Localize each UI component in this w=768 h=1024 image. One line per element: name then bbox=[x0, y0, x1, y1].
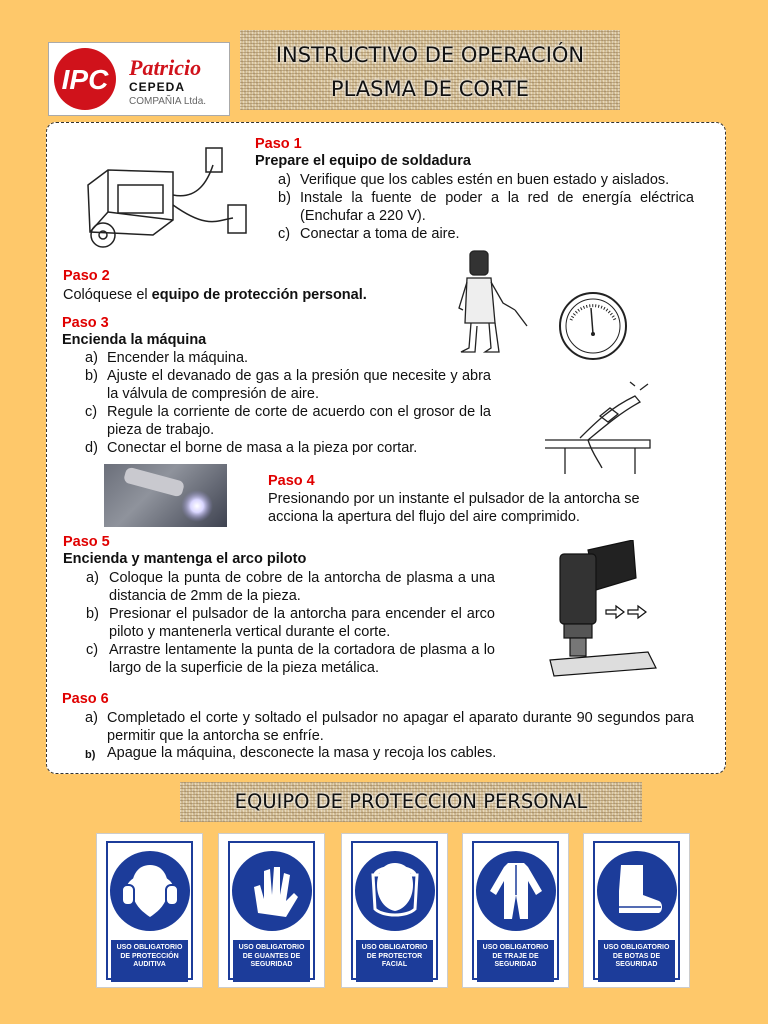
step-2-label: Paso 2 bbox=[63, 268, 110, 284]
company-logo bbox=[48, 42, 230, 116]
boots-icon bbox=[597, 851, 677, 931]
step-2-text-bold: equipo de protección personal. bbox=[151, 287, 367, 303]
welding-machine-icon bbox=[78, 140, 254, 255]
list-item bbox=[85, 709, 694, 745]
list-marker: a) bbox=[85, 350, 98, 366]
sign-border bbox=[106, 841, 193, 980]
plasma-spark-icon bbox=[104, 464, 227, 527]
coverall-icon bbox=[476, 851, 556, 931]
sign-label: USO OBLIGATORIO DE GUANTES DE SEGURIDAD bbox=[233, 940, 310, 982]
step-3-heading: Encienda la máquina bbox=[62, 332, 207, 348]
sign-border bbox=[472, 841, 559, 980]
list-item bbox=[85, 403, 491, 439]
list-text: Regule la corriente de corte de acuerdo con el grosor de la pieza de trabajo. bbox=[107, 404, 491, 438]
list-item bbox=[85, 744, 694, 762]
sign-safety-gloves bbox=[218, 833, 325, 988]
list-item bbox=[278, 189, 694, 225]
step-1-label: Paso 1 bbox=[255, 136, 302, 152]
welder-figure-icon bbox=[455, 248, 530, 358]
list-marker: a) bbox=[278, 172, 291, 188]
list-marker: a) bbox=[86, 570, 99, 586]
title-line-2: PLASMA DE CORTE bbox=[330, 77, 530, 101]
logo-brand: Patricio bbox=[129, 55, 202, 80]
torch-on-table-icon bbox=[540, 378, 660, 476]
step-4-label: Paso 4 bbox=[268, 473, 315, 489]
list-text: Arrastre lentamente la punta de la cortadora de plasma a lo largo de la superficie de la pieza metálica. bbox=[109, 642, 495, 676]
sign-border bbox=[228, 841, 315, 980]
title-banner bbox=[240, 30, 620, 110]
step-6-label: Paso 6 bbox=[62, 691, 109, 707]
list-text: Conectar el borne de masa a la pieza por cortar. bbox=[107, 440, 418, 456]
ppe-banner bbox=[180, 782, 642, 822]
logo-mark-icon bbox=[49, 43, 229, 115]
list-item bbox=[85, 349, 491, 367]
title-line-1: INSTRUCTIVO DE OPERACIÓN bbox=[275, 43, 585, 67]
sign-border bbox=[351, 841, 438, 980]
gloves-icon bbox=[232, 851, 312, 931]
sign-circle bbox=[355, 851, 435, 931]
step-2-text bbox=[63, 286, 367, 304]
list-text: Completado el corte y soltado el pulsador no apagar el aparato durante 90 segundos para permitir que la antorcha se enfríe. bbox=[107, 710, 694, 744]
sign-safety-suit bbox=[462, 833, 569, 988]
sign-border bbox=[593, 841, 680, 980]
list-marker: a) bbox=[85, 710, 98, 726]
logo-initials: IPC bbox=[61, 64, 109, 95]
sign-circle bbox=[110, 851, 190, 931]
logo-surname: CEPEDA bbox=[129, 80, 186, 94]
step-1-heading: Prepare el equipo de soldadura bbox=[255, 153, 471, 169]
list-marker: c) bbox=[85, 404, 98, 420]
step-3-label: Paso 3 bbox=[62, 315, 109, 331]
list-marker: b) bbox=[278, 190, 291, 206]
step-5-label: Paso 5 bbox=[63, 534, 110, 550]
list-text: Verifique que los cables estén en buen estado y aislados. bbox=[300, 172, 670, 188]
sign-circle bbox=[597, 851, 677, 931]
step-5-heading: Encienda y mantenga el arco piloto bbox=[63, 551, 307, 567]
list-text: Presionar el pulsador de la antorcha para encender el arco piloto y mantenerla vertical durante el corte. bbox=[109, 606, 495, 640]
sign-circle bbox=[232, 851, 312, 931]
step-2-text-prefix: Colóquese el bbox=[63, 287, 152, 303]
pressure-gauge-icon bbox=[557, 290, 629, 362]
logo-company: COMPAÑIA Ltda. bbox=[129, 96, 207, 107]
list-text: Coloque la punta de cobre de la antorcha de plasma a una distancia de 2mm de la pieza. bbox=[109, 570, 495, 604]
sign-safety-boots bbox=[583, 833, 690, 988]
list-item bbox=[278, 171, 694, 189]
step-4-text: Presionando por un instante el pulsador de la antorcha se acciona la apertura del flujo del aire comprimido. bbox=[268, 491, 640, 525]
sign-circle bbox=[476, 851, 556, 931]
list-text: Apague la máquina, desconecte la masa y recoja los cables. bbox=[107, 745, 497, 761]
list-marker: d) bbox=[85, 440, 98, 456]
list-marker: b) bbox=[85, 368, 98, 384]
list-item bbox=[86, 605, 495, 641]
sign-label: USO OBLIGATORIO DE BOTAS DE SEGURIDAD bbox=[598, 940, 675, 982]
list-marker: b) bbox=[85, 749, 96, 761]
sign-face-protector bbox=[341, 833, 448, 988]
ppe-heading: EQUIPO DE PROTECCION PERSONAL bbox=[234, 790, 588, 813]
ear-muffs-icon bbox=[110, 851, 190, 931]
list-item bbox=[85, 367, 491, 403]
list-marker: c) bbox=[278, 226, 291, 242]
list-item bbox=[278, 225, 694, 243]
list-item bbox=[86, 569, 495, 605]
list-text: Encender la máquina. bbox=[107, 350, 249, 366]
sign-label: USO OBLIGATORIO DE TRAJE DE SEGURIDAD bbox=[477, 940, 554, 982]
list-text: Conectar a toma de aire. bbox=[300, 226, 460, 242]
sign-hearing-protection bbox=[96, 833, 203, 988]
plasma-cutting-photo bbox=[104, 464, 227, 527]
sign-label: USO OBLIGATORIO DE PROTECTOR FACIAL bbox=[356, 940, 433, 982]
face-shield-icon bbox=[355, 851, 435, 931]
list-text: Instale la fuente de poder a la red de energía eléctrica (Enchufar a 220 V). bbox=[300, 190, 694, 224]
list-text: Ajuste el devanado de gas a la presión que necesite y abra la válvula de compresión de aire. bbox=[107, 368, 491, 402]
list-item bbox=[86, 641, 495, 677]
sign-label: USO OBLIGATORIO DE PROTECCIÓN AUDITIVA bbox=[111, 940, 188, 982]
torch-nozzle-icon bbox=[548, 540, 660, 680]
list-marker: b) bbox=[86, 606, 99, 622]
list-item bbox=[85, 439, 491, 457]
list-marker: c) bbox=[86, 642, 99, 658]
